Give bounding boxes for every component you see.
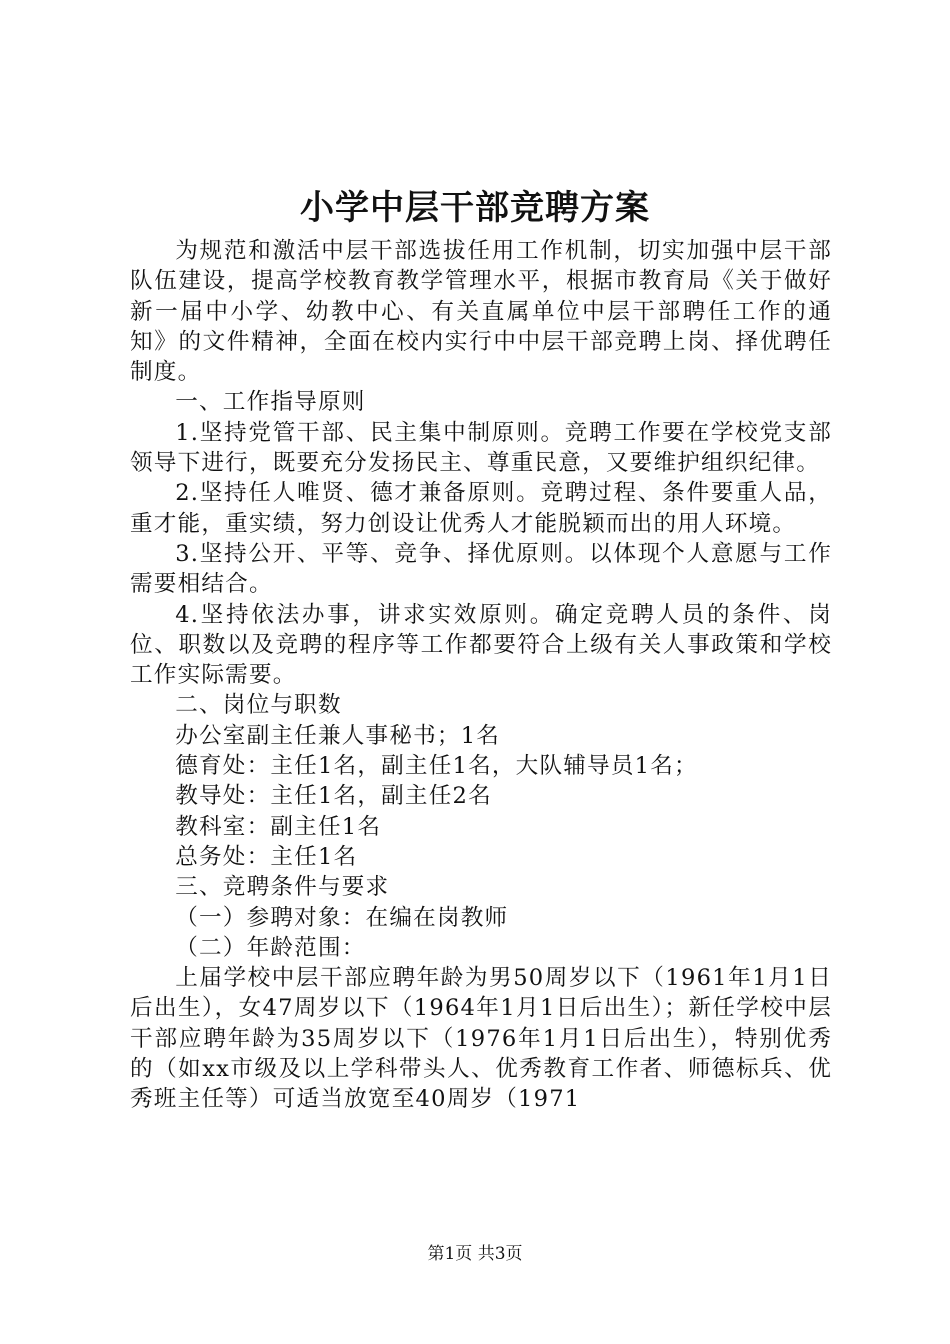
section-heading-positions: 二、岗位与职数 — [175, 692, 342, 719]
section-heading-principles: 一、工作指导原则 — [175, 389, 366, 416]
position-general-affairs: 总务处：主任1名 — [175, 843, 358, 870]
intro-paragraph: 为规范和激活中层干部选拔任用工作机制，切实加强中层干部队伍建设，提高学校教育教学管理水平，根据市教育局《关于做好新一届中小学、幼教中心、有关直属单位中层干部聘任工作的通知》的文件精神，全面在校内实行中中层干部竞聘上岗、择优聘任制度。 — [130, 238, 832, 386]
condition-age-detail: 上届学校中层干部应聘年龄为男50周岁以下（1961年1月1日后出生），女47周岁以下（1964年1月1日后出生）；新任学校中层干部应聘年龄为35周岁以下（1976年1月1日后出生），特别优秀的（如xx市级及以上学科带头人、优秀教育工作者、师德标兵、优秀班主任等）可适当放宽至40周岁（1971 — [130, 965, 832, 1113]
condition-applicants: （一）参聘对象：在编在岗教师 — [175, 904, 509, 931]
principle-item-2: 2.坚持任人唯贤、德才兼备原则。竞聘过程、条件要重人品，重才能，重实绩，努力创设让优秀人才能脱颖而出的用人环境。 — [130, 480, 832, 537]
document-body — [130, 236, 832, 1115]
section-heading-conditions: 三、竞聘条件与要求 — [175, 874, 390, 901]
position-moral-education: 德育处：主任1名，副主任1名，大队辅导员1名； — [175, 753, 698, 780]
page-title: 小学中层干部竞聘方案 — [300, 188, 650, 228]
position-office: 办公室副主任兼人事秘书；1名 — [175, 722, 501, 749]
page-number: 第1页 共3页 — [427, 1244, 523, 1264]
condition-age-heading: （二）年龄范围： — [175, 934, 366, 961]
position-research-office: 教科室：副主任1名 — [175, 813, 382, 840]
position-teaching-affairs: 教导处：主任1名，副主任2名 — [175, 783, 492, 810]
principle-item-3: 3.坚持公开、平等、竞争、择优原则。以体现个人意愿与工作需要相结合。 — [130, 540, 832, 598]
principle-item-1: 1.坚持党管干部、民主集中制原则。竞聘工作要在学校党支部领导下进行，既要充分发扬民主、尊重民意，又要维护组织纪律。 — [130, 419, 832, 477]
principle-item-4: 4.坚持依法办事，讲求实效原则。确定竞聘人员的条件、岗位、职数以及竞聘的程序等工作都要符合上级有关人事政策和学校工作实际需要。 — [130, 601, 832, 689]
